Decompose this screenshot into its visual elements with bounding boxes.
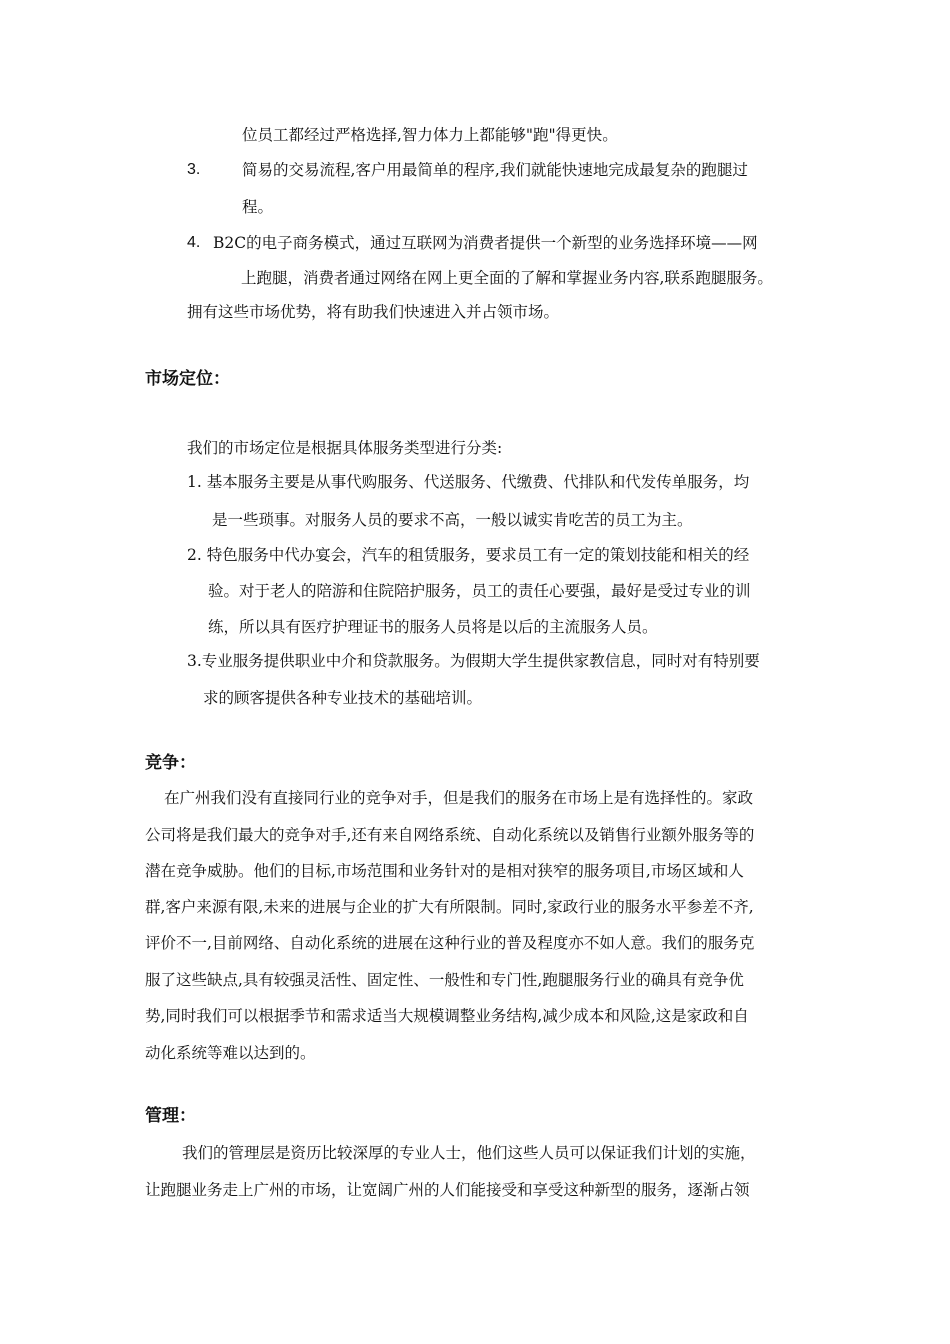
mgmt-line1: 我们的管理层是资历比较深厚的专业人士，他们这些人员可以保证我们计划的实施， — [182, 1144, 756, 1162]
mp-item2-line3: 练，所以具有医疗护理证书的服务人员将是以后的主流服务人员。 — [208, 618, 658, 636]
mp-item1-line2: 是一些琐事。对服务人员的要求不高，一般以诚实肯吃苦的员工为主。 — [212, 511, 693, 529]
heading-market-positioning: 市场定位： — [145, 369, 230, 389]
comp-line8: 动化系统等难以达到的。 — [145, 1044, 316, 1062]
mp-item2-line2: 验。对于老人的陪游和住院陪护服务，员工的责任心要强，最好是受过专业的训 — [208, 582, 751, 600]
adv-item3-line2: 程。 — [242, 198, 274, 216]
mp-item3-line1: 3.专业服务提供职业中介和贷款服务。为假期大学生提供家教信息，同时对有特别要 — [187, 652, 760, 670]
heading-competition: 竞争： — [145, 753, 196, 773]
comp-line1: 在广州我们没有直接同行业的竞争对手，但是我们的服务在市场上是有选择性的。家政 — [164, 789, 754, 807]
comp-line4: 群,客户来源有限,未来的进展与企业的扩大有所限制。同时,家政行业的服务水平参差不齐, — [145, 898, 754, 916]
mp-item1-line1: 1. 基本服务主要是从事代购服务、代送服务、代缴费、代排队和代发传单服务，均 — [187, 473, 750, 491]
comp-line3: 潜在竞争威胁。他们的目标,市场范围和业务针对的是相对狭窄的服务项目,市场区域和人 — [145, 862, 744, 880]
mp-item3-line2: 求的顾客提供各种专业技术的基础培训。 — [203, 689, 483, 707]
comp-line7: 势,同时我们可以根据季节和需求适当大规模调整业务结构,减少成本和风险,这是家政和自 — [145, 1007, 749, 1025]
adv-summary: 拥有这些市场优势，将有助我们快速进入并占领市场。 — [187, 303, 560, 321]
comp-line2: 公司将是我们最大的竞争对手,还有来自网络系统、自动化系统以及销售行业额外服务等的 — [145, 826, 755, 844]
adv-item4-number: 4. — [187, 234, 201, 251]
adv-item3-number: 3. — [187, 161, 201, 178]
mp-item2-line1: 2. 特色服务中代办宴会，汽车的租赁服务，要求员工有一定的策划技能和相关的经 — [187, 546, 750, 564]
mp-intro: 我们的市场定位是根据具体服务类型进行分类: — [187, 439, 503, 457]
heading-management: 管理： — [145, 1106, 196, 1126]
comp-line6: 服了这些缺点,具有较强灵活性、固定性、一般性和专门性,跑腿服务行业的确具有竞争优 — [145, 971, 744, 989]
adv-item4-line2: 上跑腿，消费者通过网络在网上更全面的了解和掌握业务内容,联系跑腿服务。 — [241, 269, 773, 287]
adv-item2-cont: 位员工都经过严格选择,智力体力上都能够"跑"得更快。 — [242, 126, 618, 144]
comp-line5: 评价不一,目前网络、自动化系统的进展在这种行业的普及程度亦不如人意。我们的服务克 — [145, 934, 755, 952]
adv-item3-line1: 简易的交易流程,客户用最简单的程序,我们就能快速地完成最复杂的跑腿过 — [242, 161, 748, 179]
adv-item4-line1: B2C的电子商务模式，通过互联网为消费者提供一个新型的业务选择环境——网 — [213, 234, 758, 252]
mgmt-line2: 让跑腿业务走上广州的市场，让宽阔广州的人们能接受和享受这种新型的服务，逐渐占领 — [145, 1181, 750, 1199]
